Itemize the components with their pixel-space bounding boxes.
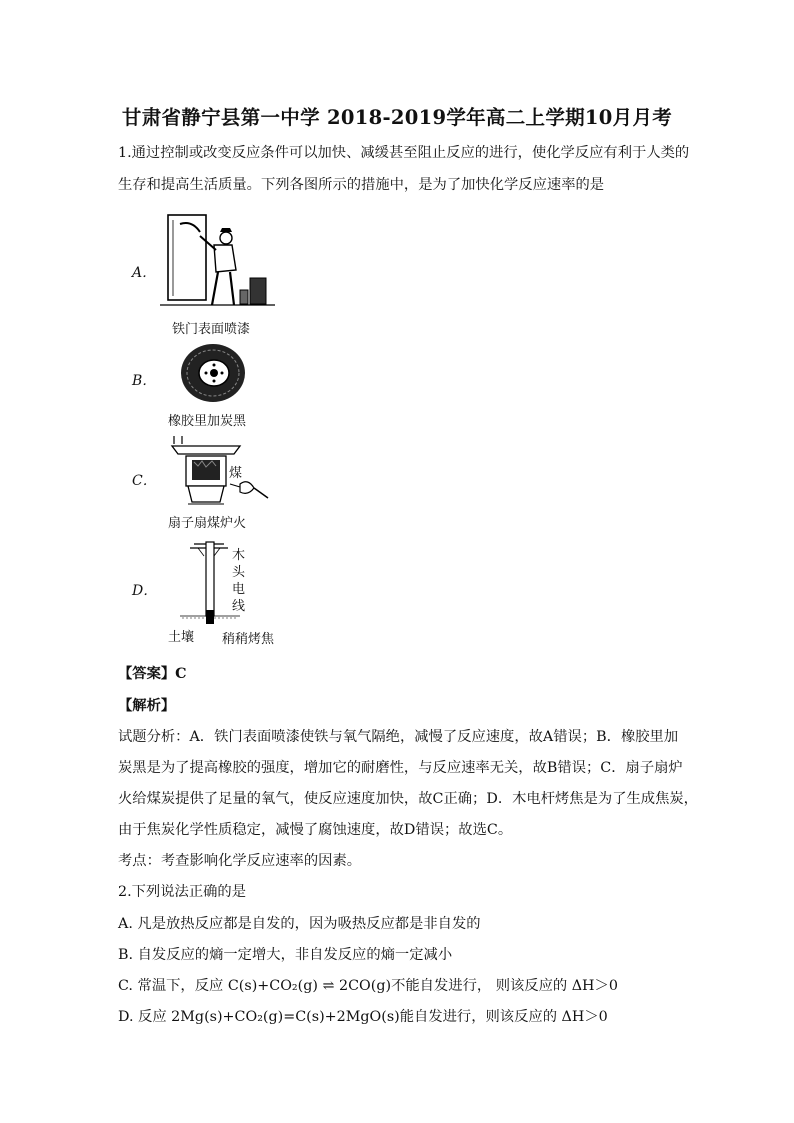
coal-label: 煤 — [229, 466, 243, 481]
option-c-caption: 扇子扇煤炉火 — [168, 516, 247, 531]
q1-stem-line-2: 生存和提高生活质量。下列各图所示的措施中，是为了加快化学反应速率的是 — [118, 177, 605, 193]
analysis-line-4: 由于焦炭化学性质稳定，减慢了腐蚀速度，故D错误；故选C。 — [118, 822, 513, 838]
analysis-heading: 【解析】 — [118, 698, 176, 714]
vertical-label-char: 木 — [232, 548, 246, 563]
option-a-caption: 铁门表面喷漆 — [172, 322, 251, 337]
vertical-label-char: 电 — [232, 582, 246, 597]
q2-option-a: A. 凡是放热反应都是自发的，因为吸热反应都是非自发的 — [118, 916, 481, 932]
q2-stem: 2.下列说法正确的是 — [118, 884, 247, 900]
page-title: 甘肃省静宁县第一中学 2018-2019学年高二上学期10月月考 — [121, 106, 673, 129]
option-a-letter: A． — [132, 265, 157, 281]
coal-stove-figure — [168, 432, 278, 512]
option-b-letter: B． — [132, 373, 157, 389]
painting-door-figure — [160, 210, 280, 310]
option-c-letter: C． — [132, 473, 157, 489]
soil-caption: 土壤 — [168, 630, 195, 645]
vertical-label-char: 线 — [232, 599, 246, 614]
vertical-label-char: 头 — [232, 565, 246, 580]
q1-stem-line-1: 1.通过控制或改变反应条件可以加快、减缓甚至阻止反应的进行，使化学反应有利于人类的 — [118, 145, 690, 161]
option-d-letter: D． — [132, 583, 158, 599]
analysis-line-3: 火给煤炭提供了足量的氧气，使反应速度加快，故C正确；D．木电杆烤焦是为了生成焦炭， — [118, 791, 698, 807]
tire-figure — [178, 340, 248, 406]
q2-option-d: D. 反应 2Mg(s)+CO₂(g)=C(s)+2MgO(s)能自发进行，则该反应的 ΔH＞0 — [118, 1009, 608, 1025]
vertical-label — [232, 547, 245, 615]
analysis-line-1: 试题分析：A．铁门表面喷漆使铁与氧气隔绝，减慢了反应速度，故A错误；B．橡胶里加 — [118, 729, 679, 745]
wooden-pole-figure — [180, 538, 240, 630]
analysis-line-2: 炭黑是为了提高橡胶的强度，增加它的耐磨性，与反应速率无关，故B错误；C．扇子扇炉 — [118, 760, 683, 776]
q2-option-c: C. 常温下，反应 C(s)+CO₂(g) ⇌ 2CO(g)不能自发进行， 则该反应的 ΔH＞0 — [118, 978, 618, 994]
q1-answer: 【答案】C — [118, 666, 187, 682]
q2-option-b: B. 自发反应的熵一定增大，非自发反应的熵一定减小 — [118, 947, 453, 963]
option-d-caption: 稍稍烤焦 — [222, 632, 275, 647]
option-b-caption: 橡胶里加炭黑 — [168, 414, 247, 429]
kaodian: 考点：考查影响化学反应速率的因素。 — [118, 853, 362, 869]
